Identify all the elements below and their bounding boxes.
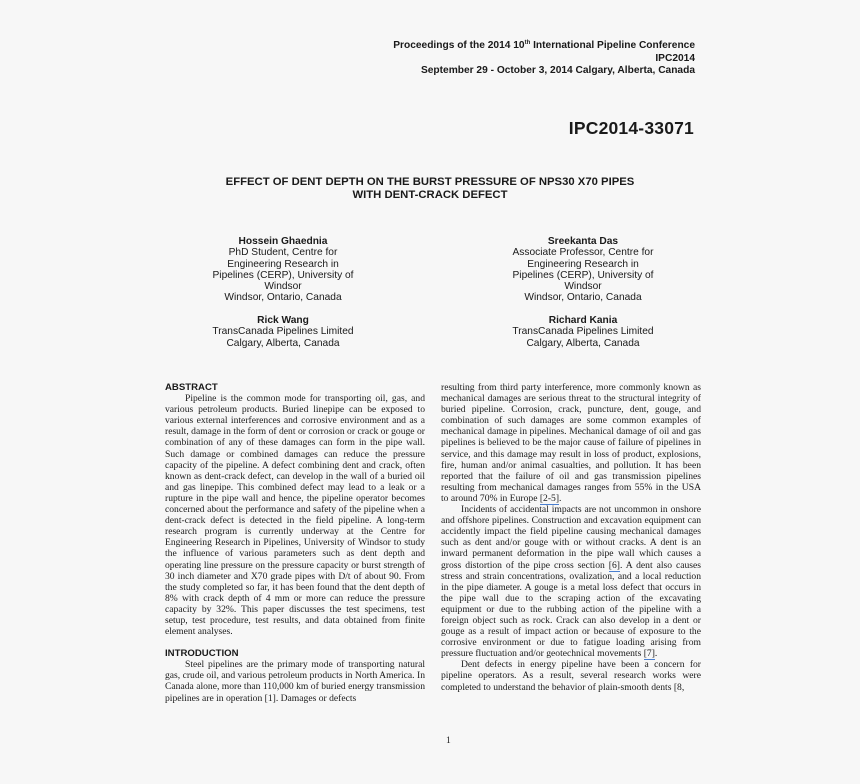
- author-affiliation: Windsor: [564, 281, 602, 293]
- introduction-heading: INTRODUCTION: [165, 648, 239, 660]
- paragraph-text: .: [654, 648, 658, 660]
- author-affiliation: TransCanada Pipelines Limited: [212, 326, 354, 338]
- citation-link[interactable]: [6]: [608, 559, 620, 571]
- author-name: Hossein Ghaednia: [238, 236, 328, 247]
- paper-title: [0, 176, 860, 202]
- author-block: [183, 236, 383, 304]
- title-line-2: WITH DENT-CRACK DEFECT: [352, 189, 508, 201]
- paragraph-text: . A dent also causes stress and strain concentrations, ovalization, and a local reduction in the pipe diameter. A gouge is a metal loss defect that occurs in the pipe wall due to the scraping action of the excavating equipment or due to the rubbing action of the pipeline with a foreign object such as rock. Crack can also develop in a dent or gouge as a result of impact action or because of exposure to the corrosive environment or due to fatigue loading arising from pressure fluctuation and/or geotechnical movements: [441, 559, 702, 660]
- author-location: Windsor, Ontario, Canada: [224, 292, 342, 304]
- body-paragraph: Dent defects in energy pipeline have been a concern for pipeline operators. As a result, several research works were completed to understand the behavior of plain-smooth dents [8,: [441, 659, 701, 693]
- author-name: Sreekanta Das: [547, 236, 619, 247]
- author-affiliation: TransCanada Pipelines Limited: [512, 326, 654, 338]
- citation-link[interactable]: [7]: [643, 648, 655, 660]
- abstract-text: Pipeline is the common mode for transporting oil, gas, and various petroleum products. Buried linepipe can be exposed to various external interferences and corrosive environment and as a result, damage in the form of dent or corrosion or crack or gouge or combination of any of these damages can form in the pipe wall. Such damage or combined damages can reduce the pressure capacity of the pipeline. A defect combining dent and crack, often known as dent-crack defect, can develop in the wall of a buried oil and gas linepipe. This combined defect may lead to a leak or a rupture in the pipe wall and hence, the pipeline operator becomes concerned about the performance and safety of the pipeline when a dent-crack defect is detected in the field pipeline. A long-term research program is currently underway at the Centre for Engineering Research in Pipelines, University of Windsor to study the influence of various parameters such as dent depth and operating line pressure on the pressure capacity or burst strength of 30 inch diameter and X70 grade pipes with D/t of about 90. From the study completed so far, it has been found that the dent depth of 8% with crack depth of 4 mm or more can reduce the pressure capacity by 32%. This paper discusses the test specimens, test setup, test procedure, test results, and data obtained from finite element analyses.: [165, 393, 425, 638]
- author-affiliation: Windsor: [264, 281, 302, 293]
- body-paragraph: [441, 504, 701, 659]
- author-affiliation: Engineering Research in: [527, 258, 639, 270]
- author-affiliation: PhD Student, Centre for: [228, 247, 338, 259]
- paragraph-text: Incidents of accidental impacts are not uncommon in onshore and offshore pipelines. Construction and excavation equipment can accidently impact the field pipeline causing mechanical damages such as dent and/or gouge with or without cracks. A dent is an inward permanent deformation in the pipe wall which causes a gross distortion of the pipe cross section: [441, 504, 701, 571]
- author-location: Calgary, Alberta, Canada: [226, 337, 340, 349]
- author-affiliation: Associate Professor, Centre for: [512, 247, 654, 259]
- author-affiliation: Pipelines (CERP), University of: [512, 269, 654, 281]
- conference-short: IPC2014: [655, 52, 695, 64]
- body-paragraph: [441, 382, 701, 504]
- author-block: [483, 315, 683, 349]
- paragraph-text: .: [559, 492, 562, 504]
- paragraph-text: resulting from third party interference, more commonly known as mechanical damages are serious threat to the structural integrity of buried pipeline. Corrosion, crack, puncture, dent, gouge, and combination of such damages are some common examples of mechanical damage in pipelines. Mechanical damage of oil and gas pipelines is believed to be the major cause of failure of pipelines in service, and this damage may result in loss of product, explosions, fire, human and/or animal casualties, and pollution. It has been reported that the failure of oil and gas transmission pipelines resulting from mechanical damages ranges from 55% in the USA to around 70% in Europe: [441, 382, 701, 504]
- right-column: [441, 382, 701, 693]
- abstract-heading: ABSTRACT: [165, 382, 218, 393]
- conference-header: [393, 40, 695, 78]
- author-location: Windsor, Ontario, Canada: [524, 292, 642, 304]
- page-number: 1: [446, 736, 451, 746]
- introduction-text: Steel pipelines are the primary mode of transporting natural gas, crude oil, and various petroleum products in North America. In Canada alone, more than 110,000 km of buried energy transmission pipelines are in operation [1]. Damages or defects: [165, 659, 425, 704]
- title-line-1: EFFECT OF DENT DEPTH ON THE BURST PRESSURE OF NPS30 X70 PIPES: [225, 176, 635, 188]
- paper-id: IPC2014-33071: [568, 118, 694, 138]
- author-block: [483, 236, 683, 304]
- conference-dates-location: September 29 - October 3, 2014 Calgary, Alberta, Canada: [420, 65, 695, 76]
- conference-name: Proceedings of the 2014 10th International Pipeline Conference: [393, 40, 695, 51]
- author-affiliation: Pipelines (CERP), University of: [212, 269, 354, 281]
- author-block: [183, 315, 383, 349]
- author-name: Richard Kania: [548, 315, 618, 326]
- left-column: [165, 382, 425, 704]
- author-name: Rick Wang: [257, 315, 309, 326]
- author-location: Calgary, Alberta, Canada: [526, 337, 640, 349]
- citation-link[interactable]: [2-5]: [539, 492, 560, 504]
- author-affiliation: Engineering Research in: [227, 258, 339, 270]
